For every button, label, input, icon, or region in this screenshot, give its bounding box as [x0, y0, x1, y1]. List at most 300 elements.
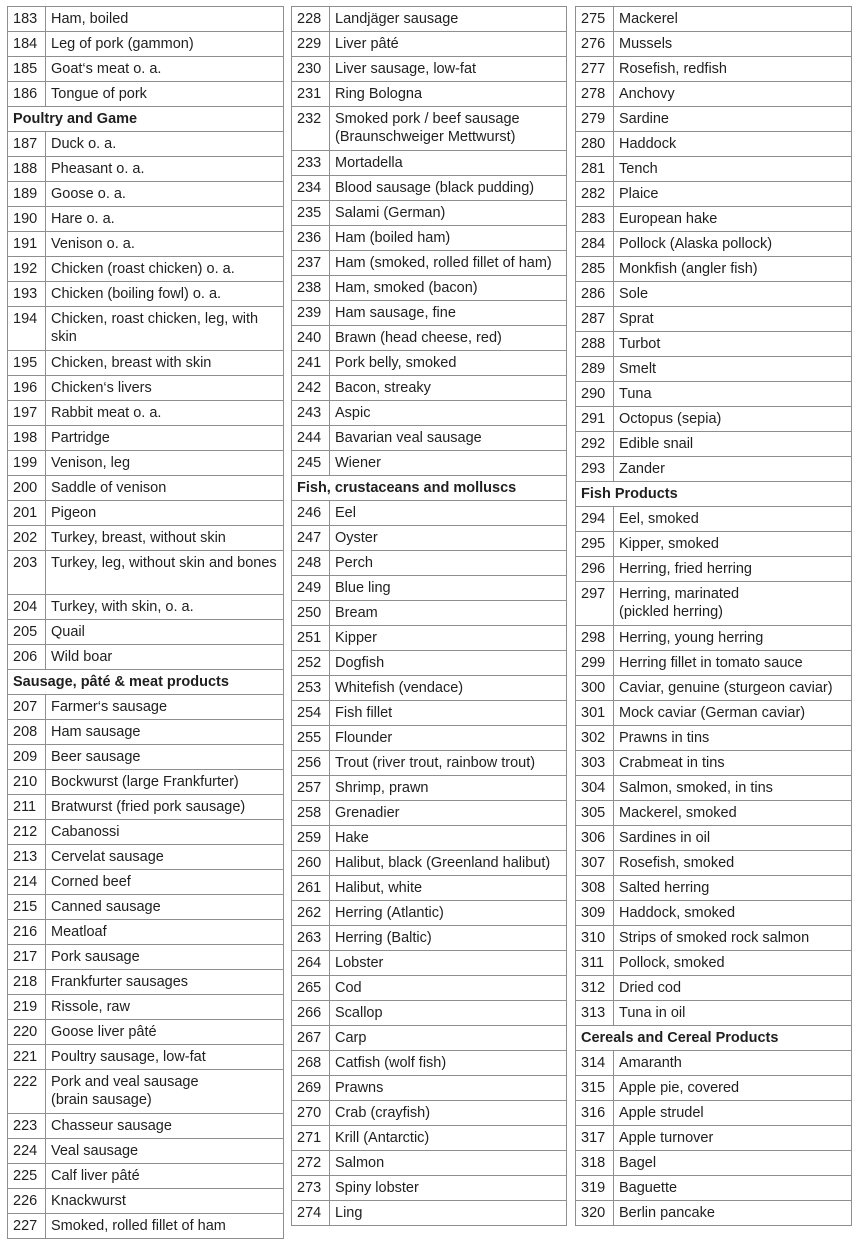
item-number: 222 — [8, 1070, 46, 1114]
item-name-cell — [614, 851, 852, 876]
item-name-cell — [614, 1126, 852, 1151]
item-name-cell — [614, 257, 852, 282]
item-number: 272 — [292, 1151, 330, 1176]
item-number: 304 — [576, 776, 614, 801]
item-name-cell — [614, 926, 852, 951]
list-item — [8, 351, 284, 376]
item-name: Saddle of venison — [51, 480, 167, 496]
item-name-cell — [330, 676, 567, 701]
item-number: 284 — [576, 232, 614, 257]
section-heading-row — [8, 107, 284, 132]
item-number: 317 — [576, 1126, 614, 1151]
item-number: 234 — [292, 176, 330, 201]
item-name: Turkey, with skin, o. a. — [51, 599, 194, 615]
item-name: Smelt — [619, 361, 657, 377]
item-number: 316 — [576, 1101, 614, 1126]
item-name-cell — [614, 532, 852, 557]
list-item — [576, 557, 852, 582]
item-name: Chicken (roast chicken) o. a. — [51, 261, 235, 277]
item-name-cell — [330, 876, 567, 901]
item-name-cell — [614, 307, 852, 332]
list-item — [292, 401, 567, 426]
item-name: Frankfurter sausages — [51, 974, 189, 990]
item-number: 289 — [576, 357, 614, 382]
item-name-cell — [46, 795, 284, 820]
item-name-cell — [614, 82, 852, 107]
item-name: Ring Bologna — [335, 86, 423, 102]
item-name: Baguette — [619, 1180, 678, 1196]
item-name-cell — [614, 1001, 852, 1026]
item-name-cell — [46, 526, 284, 551]
list-item — [8, 845, 284, 870]
item-number: 224 — [8, 1139, 46, 1164]
list-item — [576, 1151, 852, 1176]
list-item — [576, 1076, 852, 1101]
list-item — [8, 32, 284, 57]
item-name: Shrimp, prawn — [335, 780, 429, 796]
item-name-cell — [330, 901, 567, 926]
list-item — [292, 801, 567, 826]
item-name: Smoked pork / beef sausage — [335, 111, 520, 127]
list-item — [8, 57, 284, 82]
food-list-column-3 — [575, 6, 852, 1226]
item-number: 215 — [8, 895, 46, 920]
item-name: Wild boar — [51, 649, 113, 665]
item-name: Herring (Baltic) — [335, 930, 432, 946]
item-name: Dried cod — [619, 980, 682, 996]
item-number: 311 — [576, 951, 614, 976]
item-number: 237 — [292, 251, 330, 276]
item-number: 265 — [292, 976, 330, 1001]
item-name-cell — [330, 576, 567, 601]
list-item — [8, 157, 284, 182]
item-name-cell — [614, 132, 852, 157]
list-item — [292, 351, 567, 376]
item-name: Corned beef — [51, 874, 131, 890]
item-number: 200 — [8, 476, 46, 501]
list-item — [576, 1201, 852, 1226]
item-name-cell — [614, 1176, 852, 1201]
list-item — [292, 32, 567, 57]
item-number: 261 — [292, 876, 330, 901]
item-number: 241 — [292, 351, 330, 376]
item-number: 307 — [576, 851, 614, 876]
item-number: 230 — [292, 57, 330, 82]
list-item — [292, 376, 567, 401]
item-name: Octopus (sepia) — [619, 411, 722, 427]
item-name: Canned sausage — [51, 899, 161, 915]
item-name-cell — [330, 1026, 567, 1051]
item-number: 282 — [576, 182, 614, 207]
item-name-cell — [46, 501, 284, 526]
list-item — [576, 307, 852, 332]
item-name: Herring, fried herring — [619, 561, 752, 577]
item-name-cell — [46, 426, 284, 451]
item-number: 306 — [576, 826, 614, 851]
list-item — [8, 895, 284, 920]
item-name-cell — [614, 726, 852, 751]
item-name: Trout (river trout, rainbow trout) — [335, 755, 536, 771]
list-item — [292, 201, 567, 226]
item-name-continued: (Braunschweiger Mettwurst) — [335, 129, 516, 145]
list-item — [576, 107, 852, 132]
list-item — [576, 232, 852, 257]
item-name-cell — [614, 507, 852, 532]
item-name: Tuna in oil — [619, 1005, 686, 1021]
item-name: Apple pie, covered — [619, 1080, 740, 1096]
item-number: 223 — [8, 1114, 46, 1139]
item-name: Turkey, breast, without skin — [51, 530, 226, 546]
item-name: Kipper, smoked — [619, 536, 719, 552]
item-name-cell — [330, 82, 567, 107]
item-name: Rissole, raw — [51, 999, 130, 1015]
item-name-cell — [46, 57, 284, 82]
item-name-cell — [614, 1151, 852, 1176]
item-name-cell — [46, 1139, 284, 1164]
item-number: 205 — [8, 620, 46, 645]
item-number: 267 — [292, 1026, 330, 1051]
list-item — [8, 920, 284, 945]
list-item — [292, 951, 567, 976]
item-name-cell — [46, 645, 284, 670]
item-number: 268 — [292, 1051, 330, 1076]
item-name: Ham (smoked, rolled fillet of ham) — [335, 255, 552, 271]
list-item — [8, 476, 284, 501]
list-item — [576, 1051, 852, 1076]
list-item — [576, 976, 852, 1001]
list-item — [8, 1020, 284, 1045]
list-item — [8, 720, 284, 745]
section-heading-row — [292, 476, 567, 501]
item-name: Venison, leg — [51, 455, 131, 471]
list-item — [576, 726, 852, 751]
item-number: 246 — [292, 501, 330, 526]
item-name-cell — [46, 551, 284, 595]
list-item — [292, 1176, 567, 1201]
item-number: 279 — [576, 107, 614, 132]
item-number: 217 — [8, 945, 46, 970]
item-name: Venison o. a. — [51, 236, 135, 252]
list-item — [292, 976, 567, 1001]
item-name: Ling — [335, 1205, 363, 1221]
item-name: Pollock, smoked — [619, 955, 725, 971]
item-name-cell — [46, 1045, 284, 1070]
item-name: Ham sausage — [51, 724, 141, 740]
item-name: Hake — [335, 830, 369, 846]
list-item — [8, 620, 284, 645]
list-item — [576, 701, 852, 726]
item-name-cell — [330, 326, 567, 351]
item-number: 280 — [576, 132, 614, 157]
item-name-cell — [46, 1070, 284, 1114]
item-name-cell — [46, 182, 284, 207]
item-name: Mock caviar (German caviar) — [619, 705, 806, 721]
list-item — [292, 551, 567, 576]
list-item — [8, 257, 284, 282]
item-name-cell — [614, 1101, 852, 1126]
item-name-cell — [330, 151, 567, 176]
list-item — [8, 132, 284, 157]
item-name-cell — [330, 376, 567, 401]
item-name: Chicken (boiling fowl) o. a. — [51, 286, 222, 302]
item-name: Sole — [619, 286, 649, 302]
item-name: Oyster — [335, 530, 378, 546]
item-name-cell — [614, 801, 852, 826]
item-name-cell — [614, 207, 852, 232]
item-number: 188 — [8, 157, 46, 182]
item-number: 278 — [576, 82, 614, 107]
item-name: Herring (Atlantic) — [335, 905, 444, 921]
item-number: 247 — [292, 526, 330, 551]
item-name-cell — [330, 226, 567, 251]
section-heading-row — [8, 670, 284, 695]
list-item — [576, 82, 852, 107]
list-item — [292, 251, 567, 276]
item-number: 288 — [576, 332, 614, 357]
item-number: 293 — [576, 457, 614, 482]
item-number: 196 — [8, 376, 46, 401]
item-number: 249 — [292, 576, 330, 601]
item-number: 250 — [292, 601, 330, 626]
item-number: 187 — [8, 132, 46, 157]
item-number: 312 — [576, 976, 614, 1001]
list-item — [292, 501, 567, 526]
item-name: Aspic — [335, 405, 371, 421]
list-item — [576, 876, 852, 901]
item-name-continued: (brain sausage) — [51, 1092, 152, 1108]
item-name: Anchovy — [619, 86, 675, 102]
item-name: Rabbit meat o. a. — [51, 405, 162, 421]
list-item — [576, 507, 852, 532]
item-name: Leg of pork (gammon) — [51, 36, 194, 52]
item-number: 318 — [576, 1151, 614, 1176]
item-name-cell — [330, 976, 567, 1001]
list-item — [8, 307, 284, 351]
item-name-cell — [614, 651, 852, 676]
item-name: Haddock — [619, 136, 677, 152]
item-name: Apple strudel — [619, 1105, 704, 1121]
item-name: Bockwurst (large Frankfurter) — [51, 774, 239, 790]
list-item — [292, 676, 567, 701]
item-name: Pork belly, smoked — [335, 355, 457, 371]
list-item — [292, 826, 567, 851]
item-number: 209 — [8, 745, 46, 770]
item-name-cell — [46, 720, 284, 745]
item-name: Mackerel — [619, 11, 678, 27]
list-item — [292, 151, 567, 176]
item-name-cell — [330, 826, 567, 851]
list-item — [292, 226, 567, 251]
section-heading: Sausage, pâté & meat products — [8, 670, 284, 695]
list-item — [8, 1189, 284, 1214]
item-name: Crab (crayfish) — [335, 1105, 431, 1121]
item-number: 193 — [8, 282, 46, 307]
item-name: Ham, boiled — [51, 11, 129, 27]
item-name: Spiny lobster — [335, 1180, 419, 1196]
item-name-cell — [330, 251, 567, 276]
item-name: Blood sausage (black pudding) — [335, 180, 535, 196]
item-number: 194 — [8, 307, 46, 351]
item-name: Quail — [51, 624, 85, 640]
item-name: Veal sausage — [51, 1143, 139, 1159]
item-number: 245 — [292, 451, 330, 476]
list-item — [576, 951, 852, 976]
item-name: Prawns in tins — [619, 730, 710, 746]
item-name: Liver pâté — [335, 36, 399, 52]
list-item — [8, 1139, 284, 1164]
item-name-cell — [330, 351, 567, 376]
item-name: Catfish (wolf fish) — [335, 1055, 447, 1071]
list-item — [292, 57, 567, 82]
item-name-cell — [330, 201, 567, 226]
item-name-cell — [614, 826, 852, 851]
item-name: Meatloaf — [51, 924, 107, 940]
list-item — [576, 1126, 852, 1151]
item-name: Krill (Antarctic) — [335, 1130, 430, 1146]
item-number: 313 — [576, 1001, 614, 1026]
item-name: Salmon — [335, 1155, 385, 1171]
item-name: Caviar, genuine (sturgeon caviar) — [619, 680, 833, 696]
list-item — [576, 751, 852, 776]
item-number: 216 — [8, 920, 46, 945]
item-number: 186 — [8, 82, 46, 107]
item-name-cell — [330, 501, 567, 526]
item-name-cell — [46, 401, 284, 426]
item-name: Cabanossi — [51, 824, 120, 840]
item-name: Calf liver pâté — [51, 1168, 140, 1184]
item-number: 254 — [292, 701, 330, 726]
item-name: Flounder — [335, 730, 393, 746]
item-name-cell — [330, 926, 567, 951]
item-name-cell — [46, 82, 284, 107]
item-number: 301 — [576, 701, 614, 726]
item-name: Herring fillet in tomato sauce — [619, 655, 803, 671]
item-name: Smoked, rolled fillet of ham — [51, 1218, 226, 1234]
item-name: Bavarian veal sausage — [335, 430, 482, 446]
item-name-cell — [46, 845, 284, 870]
list-item — [292, 851, 567, 876]
item-name: Ham sausage, fine — [335, 305, 456, 321]
list-item — [292, 876, 567, 901]
item-number: 253 — [292, 676, 330, 701]
list-item — [576, 901, 852, 926]
item-name: Poultry sausage, low-fat — [51, 1049, 206, 1065]
item-name-cell — [330, 951, 567, 976]
item-number: 239 — [292, 301, 330, 326]
item-number: 219 — [8, 995, 46, 1020]
item-name: Landjäger sausage — [335, 11, 459, 27]
list-item — [292, 7, 567, 32]
food-list-column-2 — [291, 6, 567, 1226]
item-number: 292 — [576, 432, 614, 457]
list-item — [576, 926, 852, 951]
item-name-continued: (pickled herring) — [619, 604, 723, 620]
item-number: 240 — [292, 326, 330, 351]
item-number: 213 — [8, 845, 46, 870]
item-name-cell — [330, 1201, 567, 1226]
item-name-cell — [46, 995, 284, 1020]
list-item — [292, 901, 567, 926]
item-name-cell — [614, 951, 852, 976]
item-name-cell — [614, 107, 852, 132]
list-item — [292, 301, 567, 326]
item-name-cell — [614, 582, 852, 626]
item-name: Berlin pancake — [619, 1205, 715, 1221]
item-number: 320 — [576, 1201, 614, 1226]
item-name-cell — [330, 776, 567, 801]
item-name-cell — [330, 601, 567, 626]
item-number: 236 — [292, 226, 330, 251]
item-name-cell — [614, 626, 852, 651]
item-name-cell — [46, 595, 284, 620]
list-item — [8, 1164, 284, 1189]
item-name: Whitefish (vendace) — [335, 680, 464, 696]
item-name: Haddock, smoked — [619, 905, 736, 921]
item-name: Bream — [335, 605, 378, 621]
item-number: 298 — [576, 626, 614, 651]
item-number: 295 — [576, 532, 614, 557]
list-item — [8, 526, 284, 551]
item-name-cell — [46, 32, 284, 57]
item-name-cell — [614, 232, 852, 257]
item-name-cell — [46, 920, 284, 945]
list-item — [292, 776, 567, 801]
item-name: Crabmeat in tins — [619, 755, 725, 771]
item-number: 252 — [292, 651, 330, 676]
item-name: Mussels — [619, 36, 673, 52]
item-name-cell — [614, 432, 852, 457]
item-number: 233 — [292, 151, 330, 176]
item-number: 207 — [8, 695, 46, 720]
item-name-cell — [46, 620, 284, 645]
item-name: Goose o. a. — [51, 186, 126, 202]
item-number: 276 — [576, 32, 614, 57]
item-number: 287 — [576, 307, 614, 332]
item-name-cell — [330, 301, 567, 326]
item-name-cell — [46, 132, 284, 157]
item-number: 283 — [576, 207, 614, 232]
list-item — [8, 1070, 284, 1114]
item-name: Brawn (head cheese, red) — [335, 330, 502, 346]
item-name: Prawns — [335, 1080, 384, 1096]
item-name: Chicken‘s livers — [51, 380, 152, 396]
list-item — [292, 1001, 567, 1026]
item-name: Rosefish, redfish — [619, 61, 727, 77]
item-name-cell — [46, 895, 284, 920]
list-item — [292, 107, 567, 151]
item-name: Ham (boiled ham) — [335, 230, 451, 246]
item-name: Goose liver pâté — [51, 1024, 157, 1040]
item-name-cell — [46, 157, 284, 182]
item-number: 212 — [8, 820, 46, 845]
item-name: Apple turnover — [619, 1130, 714, 1146]
list-item — [576, 32, 852, 57]
item-number: 208 — [8, 720, 46, 745]
list-item — [576, 382, 852, 407]
item-name-cell — [614, 876, 852, 901]
item-name: Cod — [335, 980, 362, 996]
item-number: 266 — [292, 1001, 330, 1026]
item-name: Sardine — [619, 111, 669, 127]
item-number: 195 — [8, 351, 46, 376]
item-number: 242 — [292, 376, 330, 401]
list-item — [8, 182, 284, 207]
item-name: Herring, marinated — [619, 586, 740, 602]
item-number: 319 — [576, 1176, 614, 1201]
list-item — [8, 795, 284, 820]
item-number: 259 — [292, 826, 330, 851]
item-name: Blue ling — [335, 580, 391, 596]
